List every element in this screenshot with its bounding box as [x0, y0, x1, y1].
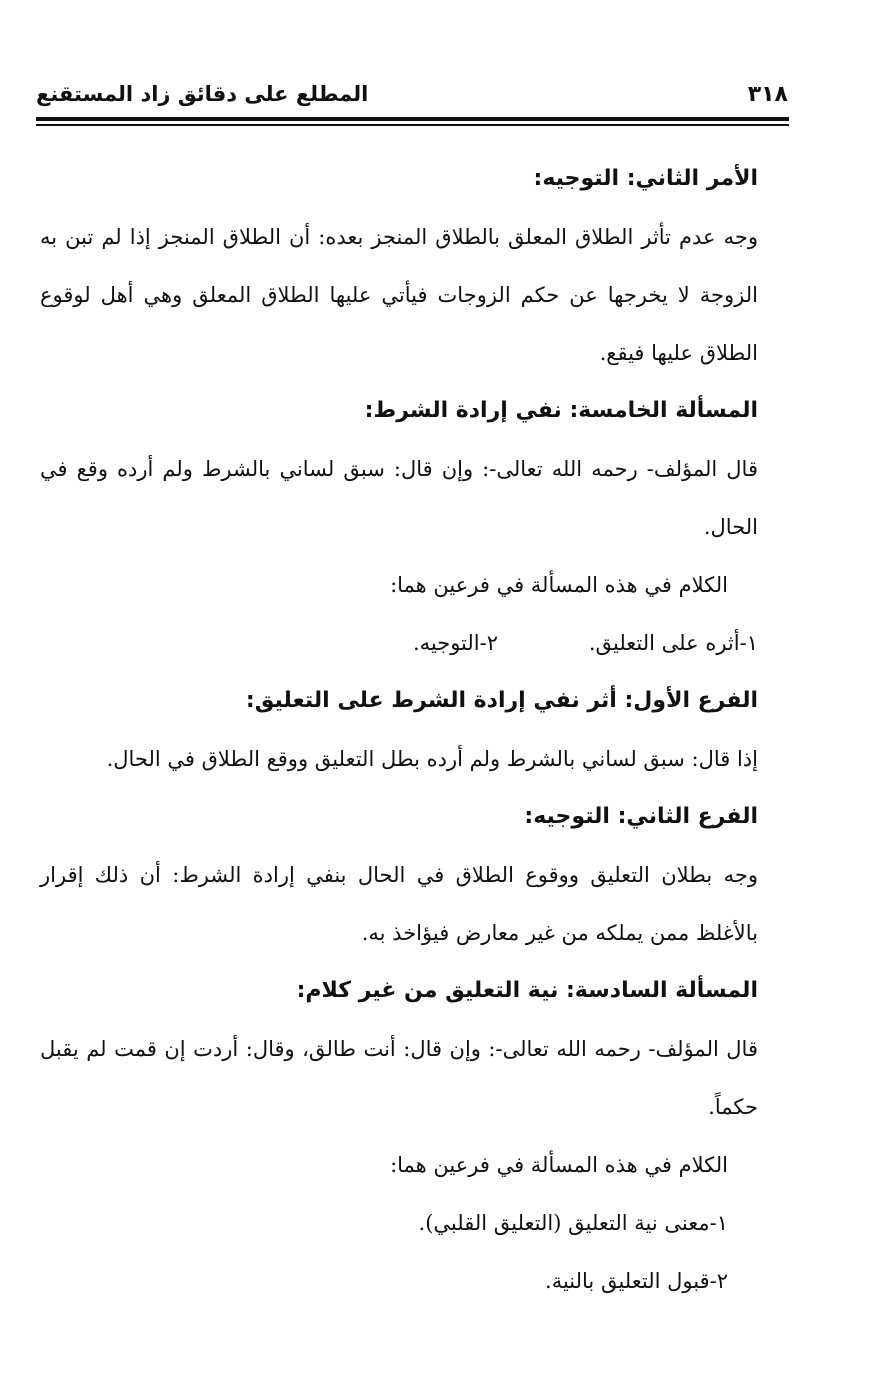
running-title: المطلع على دقائق زاد المستقنع	[36, 82, 369, 106]
section-heading: الفرع الثاني: التوجيه:	[524, 804, 758, 829]
paragraph: وجه عدم تأثر الطلاق المعلق بالطلاق المنجز بعده: أن الطلاق المنجز إذا لم تبن به الزوجة لا يخرجها عن حكم الزوجات فيأتي عليها الطلاق المعلق وهي أهل لوقوع الطلاق عليها فيقع.	[40, 225, 758, 365]
page-header	[36, 82, 788, 112]
paragraph: الكلام في هذه المسألة في فرعين هما:	[390, 1153, 728, 1177]
list-item: ٢-قبول التعليق بالنية.	[545, 1269, 728, 1293]
page-number: ٣١٨	[747, 82, 788, 107]
section-heading: الفرع الأول: أثر نفي إرادة الشرط على التعليق:	[245, 688, 758, 713]
paragraph: وجه بطلان التعليق ووقوع الطلاق في الحال بنفي إرادة الشرط: أن ذلك إقرار بالأغلظ ممن يملكه من غير معارض فيؤاخذ به.	[40, 863, 758, 945]
paragraph: قال المؤلف- رحمه الله تعالى-: وإن قال: سبق لساني بالشرط ولم أرده وقع في الحال.	[40, 457, 758, 539]
list-item: ١-معنى نية التعليق (التعليق القلبي).	[418, 1211, 728, 1235]
section-heading: المسألة الخامسة: نفي إرادة الشرط:	[364, 398, 758, 423]
paragraph: إذا قال: سبق لساني بالشرط ولم أرده بطل التعليق ووقع الطلاق في الحال.	[106, 747, 758, 771]
header-rule-thick	[36, 117, 789, 121]
paragraph: قال المؤلف- رحمه الله تعالى-: وإن قال: أنت طالق، وقال: أردت إن قمت لم يقبل حكماً.	[40, 1037, 758, 1119]
list-item: ٢-التوجيه.	[412, 631, 498, 655]
section-heading: المسألة السادسة: نية التعليق من غير كلام:	[296, 978, 758, 1003]
list-item: ١-أثره على التعليق.	[588, 631, 758, 655]
branch-list	[40, 614, 758, 672]
header-rule-thin	[36, 124, 789, 126]
paragraph: الكلام في هذه المسألة في فرعين هما:	[390, 573, 728, 597]
section-heading: الأمر الثاني: التوجيه:	[533, 166, 758, 191]
page-body	[40, 150, 758, 1310]
